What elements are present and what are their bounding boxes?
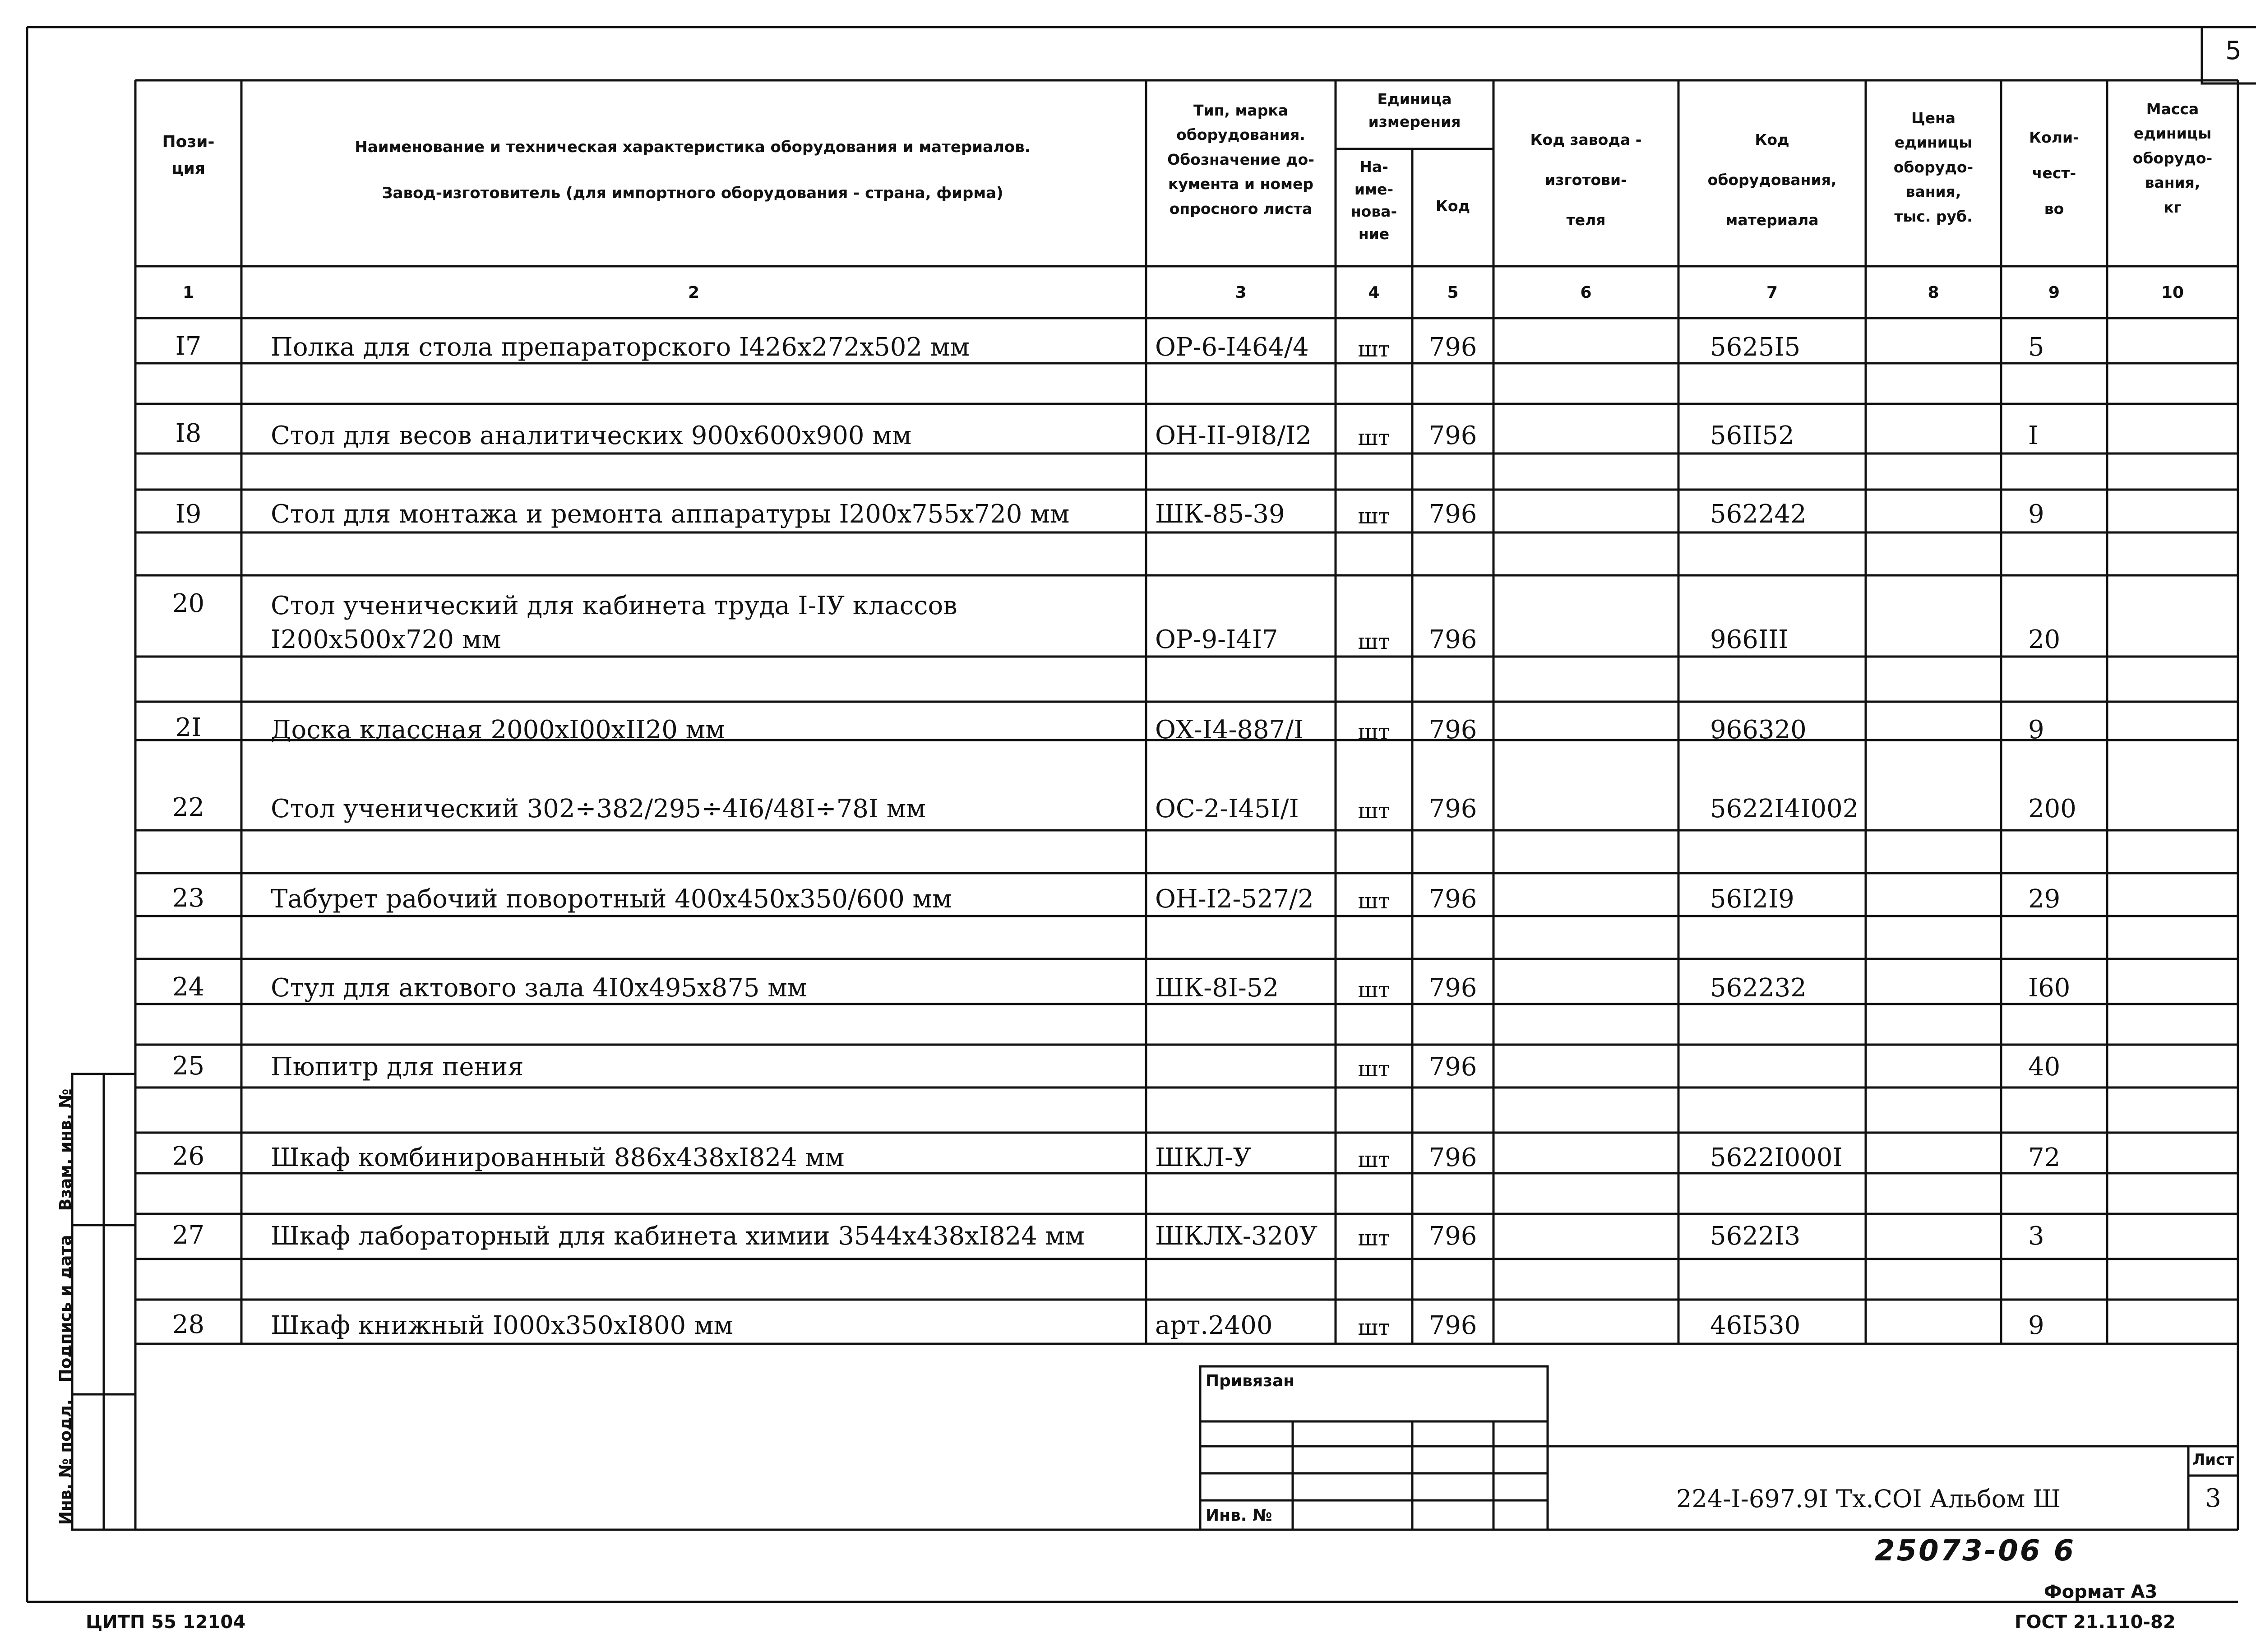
header-unit-code: Код [1435, 197, 1470, 215]
row-quantity: 5 [2028, 333, 2044, 362]
row-quantity: 9 [2028, 715, 2044, 745]
document-code: 224-I-697.9I Тх.СОI Альбом Ш [1676, 1485, 2061, 1513]
row-name: Доска классная 2000xI00xII20 мм [271, 715, 725, 745]
row-equipment-code: 562242 [1710, 500, 1807, 529]
row-quantity: 3 [2028, 1222, 2044, 1251]
row-quantity: 9 [2028, 500, 2044, 529]
col-number-9: 9 [2048, 283, 2060, 302]
sheet-number: 3 [2205, 1484, 2221, 1513]
row-name: Шкаф лабораторный для кабинета химии 3544x438xI824 мм [271, 1222, 1085, 1251]
row-quantity: 9 [2028, 1311, 2044, 1340]
row-type: ШКЛ-У [1155, 1143, 1252, 1172]
row-type: ОС-2-I45I/I [1155, 794, 1299, 824]
row-equipment-code: 46I530 [1710, 1311, 1801, 1340]
header-unit: Единица измерения [1368, 90, 1461, 130]
row-equipment-code: 5622I3 [1710, 1222, 1801, 1251]
row-type: ОР-6-I464/4 [1155, 333, 1309, 362]
side-label-vzam-inv: Взам. инв. № [56, 1088, 75, 1211]
row-equipment-code: 5622I4I002 [1710, 794, 1859, 824]
row-position: 20 [172, 589, 205, 618]
row-unit: шт [1358, 629, 1390, 654]
col-number-8: 8 [1928, 283, 1939, 302]
page-number: 5 [2225, 36, 2242, 65]
row-equipment-code: 5625I5 [1710, 333, 1801, 362]
row-unit-code: 796 [1428, 333, 1477, 362]
row-quantity: 20 [2028, 625, 2061, 654]
row-type: арт.2400 [1155, 1311, 1273, 1340]
row-type: ШК-85-39 [1155, 500, 1285, 529]
row-name: Табурет рабочий поворотный 400x450x350/600 мм [271, 884, 952, 914]
row-unit-code: 796 [1428, 421, 1477, 450]
row-type: ОН-II-9I8/I2 [1155, 421, 1312, 450]
row-unit: шт [1358, 1315, 1390, 1340]
row-quantity: 72 [2028, 1143, 2061, 1172]
col-number-10: 10 [2161, 283, 2184, 302]
header-type: Тип, марка оборудования. Обозначение до- кумента и номер опросного листа [1167, 102, 1314, 217]
row-name: Стол для монтажа и ремонта аппаратуры I200x755x720 мм [271, 500, 1070, 529]
row-unit: шт [1358, 977, 1390, 1003]
col-number-1: 1 [182, 283, 194, 302]
stamp-privyazan: Привязан [1206, 1372, 1295, 1390]
row-name: Стол ученический для кабинета труда I-IУ классов [271, 591, 957, 620]
row-position: 24 [172, 972, 205, 1002]
row-position: 25 [172, 1051, 205, 1081]
row-name: Стол для весов аналитических 900x600x900 мм [271, 421, 912, 450]
header-name: Наименование и техническая характеристика оборудования и материалов. Завод-изготовитель (для импортного оборудования - страна, фирма) [355, 138, 1031, 202]
row-unit: шт [1358, 1226, 1390, 1251]
row-name: Полка для стола препараторского I426x272x502 мм [271, 333, 970, 362]
header-equipment-code: Код оборудования, материала [1707, 131, 1837, 229]
row-position: I9 [175, 500, 202, 529]
row-type: ОР-9-I4I7 [1155, 625, 1278, 654]
row-quantity: 29 [2028, 884, 2061, 914]
row-position: I7 [175, 332, 202, 361]
row-type: ОХ-I4-887/I [1155, 715, 1304, 745]
row-name: Шкаф комбинированный 886x438xI824 мм [271, 1143, 845, 1172]
row-unit: шт [1358, 719, 1390, 745]
format-label: Формат А3 [2044, 1582, 2158, 1602]
row-unit-code: 796 [1428, 1311, 1477, 1340]
header-plant-code: Код завода - изготови- теля [1530, 131, 1642, 229]
row-unit: шт [1358, 337, 1390, 362]
row-quantity: 40 [2028, 1052, 2061, 1082]
row-unit: шт [1358, 1056, 1390, 1082]
row-unit: шт [1358, 504, 1390, 529]
row-equipment-code: 562232 [1710, 973, 1807, 1003]
row-type: ШК-8I-52 [1155, 973, 1279, 1003]
header-price: Цена единицы оборудо- вания, тыс. руб. [1893, 109, 1974, 225]
side-label-inv-original: Инв. № подл. [56, 1399, 75, 1525]
row-name: Шкаф книжный I000x350xI800 мм [271, 1311, 734, 1340]
row-unit-code: 796 [1428, 625, 1477, 654]
col-number-2: 2 [688, 283, 700, 302]
sheet-label: Лист [2192, 1451, 2234, 1469]
row-name: Стул для актового зала 4I0x495x875 мм [271, 973, 807, 1003]
col-number-7: 7 [1766, 283, 1778, 302]
row-name: Стол ученический 302÷382/295÷4I6/48I÷78I мм [271, 794, 926, 824]
row-unit-code: 796 [1428, 500, 1477, 529]
row-unit: шт [1358, 1147, 1390, 1172]
row-equipment-code: 5622I000I [1710, 1143, 1843, 1172]
row-unit: шт [1358, 425, 1390, 450]
row-unit: шт [1358, 888, 1390, 914]
row-position: 26 [172, 1142, 205, 1171]
row-unit-code: 796 [1428, 1222, 1477, 1251]
row-unit-code: 796 [1428, 1052, 1477, 1082]
row-unit-code: 796 [1428, 973, 1477, 1003]
col-number-5: 5 [1447, 283, 1459, 302]
footer-gost: ГОСТ 21.110-82 [2015, 1612, 2176, 1633]
row-equipment-code: 56I2I9 [1710, 884, 1794, 914]
col-number-3: 3 [1235, 283, 1247, 302]
header-quantity: Коли- чест- во [2029, 129, 2079, 218]
row-position: I8 [175, 419, 202, 448]
row-unit-code: 796 [1428, 884, 1477, 914]
row-position: 27 [172, 1221, 205, 1250]
row-unit-code: 796 [1428, 1143, 1477, 1172]
header-unit-name: На- име- нова- ние [1350, 158, 1397, 243]
header-mass: Масса единицы оборудо- вания, кг [2132, 100, 2213, 216]
row-equipment-code: 966320 [1710, 715, 1807, 745]
header-position: Пози- ция [162, 133, 215, 178]
handwritten-number: 25073-06 6 [1875, 1534, 2076, 1568]
row-type: ОН-I2-527/2 [1155, 884, 1314, 914]
row-unit-code: 796 [1428, 715, 1477, 745]
footer-left: ЦИТП 55 12104 [86, 1612, 246, 1633]
row-type: ШКЛХ-320У [1155, 1222, 1318, 1251]
row-unit-code: 796 [1428, 794, 1477, 824]
row-name-continued: I200x500x720 мм [271, 625, 501, 654]
row-position: 28 [172, 1310, 205, 1339]
row-equipment-code: 56II52 [1710, 421, 1794, 450]
row-position: 23 [172, 884, 205, 913]
row-position: 2I [175, 713, 202, 742]
row-unit: шт [1358, 798, 1390, 824]
row-quantity: I60 [2028, 973, 2071, 1003]
row-quantity: I [2028, 421, 2039, 450]
row-quantity: 200 [2028, 794, 2076, 824]
row-position: 22 [172, 793, 205, 822]
row-name: Пюпитр для пения [271, 1052, 524, 1082]
row-equipment-code: 966III [1710, 625, 1789, 654]
side-label-signature-date: Подпись и дата [56, 1235, 75, 1383]
col-number-6: 6 [1580, 283, 1592, 302]
col-number-4: 4 [1368, 283, 1380, 302]
stamp-inv-number: Инв. № [1206, 1506, 1272, 1525]
